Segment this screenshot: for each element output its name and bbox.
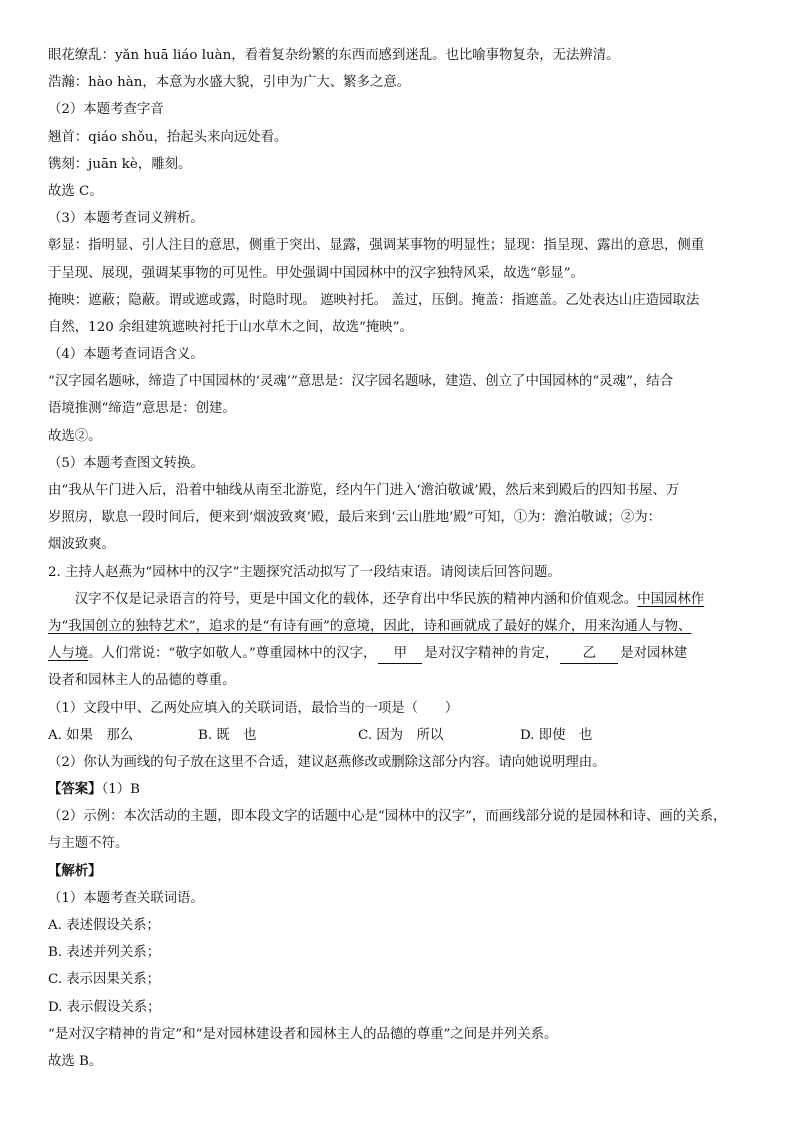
underlined-sentence: 中国园林作 — [637, 591, 705, 607]
text-line: 语境推测“缔造”意思是：创建。 — [48, 401, 236, 417]
text-line: （2）本题考查字音 — [48, 102, 164, 118]
text-line: 镌刻：juān kè，雕刻。 — [48, 156, 192, 172]
text-line: 由“我从午门进入后，沿着中轴线从南至北游览，经内午门进入‘澹泊敬诚’殿，然后来到殿后的四知书屋、万 — [48, 483, 680, 498]
underlined-sentence: 人与境 — [48, 646, 89, 662]
text-line: 烟波致爽。 — [48, 537, 115, 553]
analysis-line: “是对汉字精神的肯定”和“是对园林建设者和园林主人的品德的尊重”之间是并列关系。 — [48, 1026, 558, 1042]
answer-line — [48, 776, 760, 803]
option-b: B. 既 也 — [198, 727, 257, 743]
options-row — [48, 722, 760, 749]
option-d: D. 即使 也 — [520, 727, 593, 743]
answer-text: （1）B — [101, 782, 141, 798]
analysis-line: A. 表述假设关系； — [48, 918, 160, 933]
text-line: 故选 C。 — [48, 183, 103, 199]
sub-question: （1）文段中甲、乙两处应填入的关联词语，最恰当的一项是（ ） — [48, 700, 459, 716]
underlined-sentence: 为“我国创立的独特艺术”，追求的是“有诗有画”的意境，因此，诗和画就成了最好的媒介，用来沟通人与物、 — [48, 618, 692, 634]
answer-line: 与主题不符。 — [48, 836, 129, 852]
text-line: 浩瀚：hào hàn，本意为水盛大貌，引申为广大、繁多之意。 — [48, 75, 411, 91]
text-line: 眼花缭乱：yǎn huā liáo luàn，看着复杂纷繁的东西而感到迷乱。也比喻事物复杂，无法辨清。 — [48, 48, 620, 63]
passage-line — [48, 640, 760, 667]
text-line: 于呈现、展现，强调某事物的可见性。甲处强调中国园林中的汉字独特风采，故选“彰显”。 — [48, 265, 584, 281]
sub-question: （2）你认为画线的句子放在这里不合适，建议赵燕修改或删除这部分内容。请向她说明理由。 — [48, 754, 606, 770]
passage-text: 是对园林建 — [620, 646, 688, 662]
passage-line: 设者和园林主人的品德的尊重。 — [48, 673, 236, 689]
question-heading: 2. 主持人赵燕为“园林中的汉字”主题探究活动拟写了一段结束语。请阅读后回答问题。 — [48, 564, 561, 580]
text-line: 故选②。 — [48, 428, 102, 444]
text-line: （5）本题考查图文转换。 — [48, 455, 204, 471]
answer-line: （2）示例：本次活动的主题，即本段文字的话题中心是“园林中的汉字”，而画线部分说的是园林和诗、画的关系， — [48, 809, 727, 825]
blank-yi: 乙 — [560, 645, 618, 664]
text-line: 自然，120 余组建筑遮映衬托于山水草木之间，故选“掩映”。 — [48, 319, 413, 335]
text-line: （3）本题考查词义辨析。 — [48, 211, 204, 227]
answer-label: 【答案】 — [48, 781, 102, 798]
analysis-line: B. 表述并列关系； — [48, 945, 161, 961]
passage-text: 。人们常说：“敬字如敬人。”尊重园林中的汉字， — [88, 646, 377, 662]
document-page — [48, 42, 760, 1075]
option-a: A. 如果 那么 — [48, 727, 134, 743]
text-line: 彰显：指明显、引人注目的意思，侧重于突出、显露，强调某事物的明显性；显现：指呈现、露出的意思，侧重 — [48, 238, 705, 254]
analysis-line: 故选 B。 — [48, 1053, 103, 1069]
analysis-line: D. 表示假设关系； — [48, 999, 161, 1015]
text-line: “汉字园名题咏，缔造了中国园林的‘灵魂’”意思是：汉字园名题咏，建造、创立了中国园林的“灵魂”，结合 — [48, 374, 674, 390]
passage-text: 是对汉字精神的肯定， — [424, 646, 559, 662]
passage-line — [48, 586, 760, 613]
passage-text: 汉字不仅是记录语言的符号，更是中国文化的载体，还孕育出中华民族的精神内涵和价值观念。 — [74, 591, 638, 607]
text-line: （4）本题考查词语含义。 — [48, 347, 204, 363]
analysis-label: 【解析】 — [48, 862, 102, 879]
text-line: 岁照房，歇息一段时间后，便来到‘烟波致爽’殿，最后来到‘云山胜地’殿”可知，①为：澹泊敬诚；②为： — [48, 510, 662, 526]
blank-jia: 甲 — [378, 645, 422, 664]
analysis-line: （1）本题考查关联词语。 — [48, 890, 204, 906]
text-line: 翘首：qiáo shǒu，抬起头来向远处看。 — [48, 129, 288, 145]
passage-line — [48, 613, 760, 640]
option-c: C. 因为 所以 — [358, 727, 444, 743]
text-line: 掩映：遮蔽；隐蔽。谓或遮或露，时隐时现。 遮映衬托。 盖过，压倒。掩盖：指遮盖。乙处表达山庄造园取法 — [48, 292, 700, 308]
analysis-line: C. 表示因果关系； — [48, 972, 161, 988]
